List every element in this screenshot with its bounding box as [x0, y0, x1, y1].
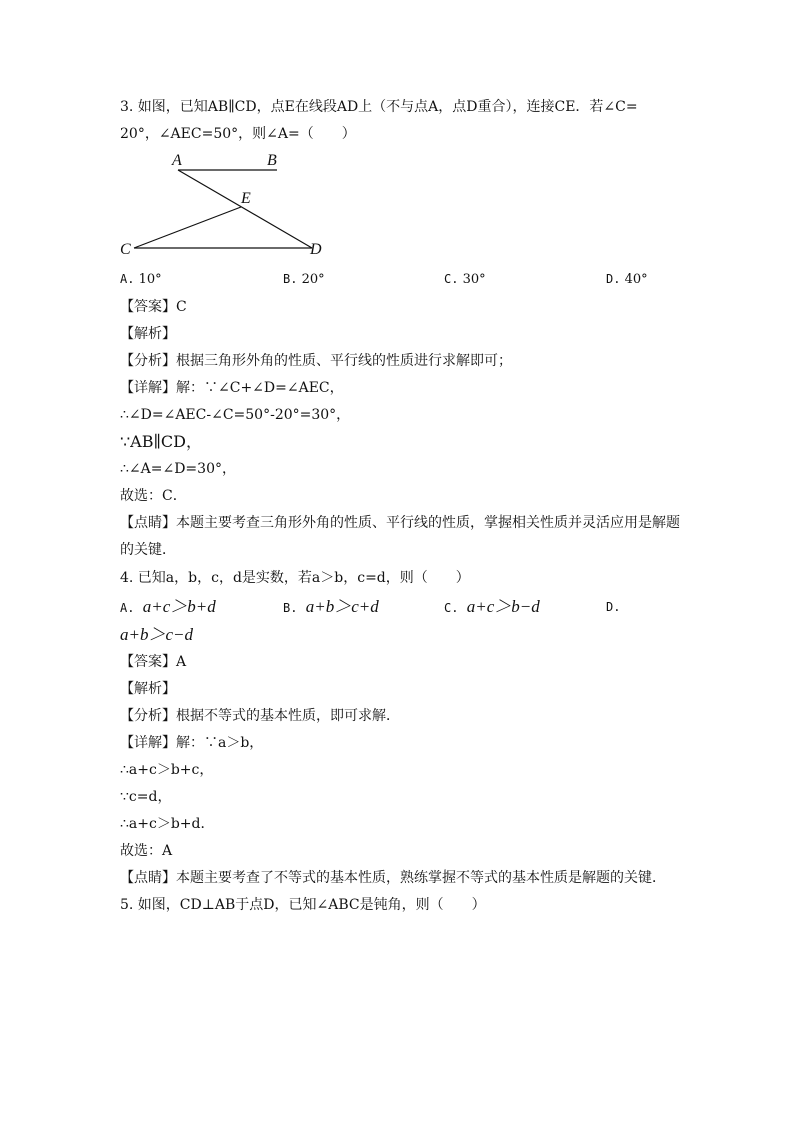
q4-detail-2: ∴a+c＞b+c， — [120, 762, 214, 778]
label-d: D — [310, 241, 322, 258]
q4-stem: 4. 已知a，b，c，d是实数，若a＞b，c=d，则（ ） — [120, 570, 470, 586]
q3-comment-2: 的关键． — [120, 542, 176, 558]
q4-option-d-text: a+b＞c−d — [120, 625, 193, 644]
segment-ce — [134, 207, 241, 248]
q4-detail-4: ∴a+c＞b+d． — [120, 816, 215, 832]
q3-analysis-head: 【解析】 — [120, 326, 176, 342]
q3-detail-3: ∵AB∥CD， — [120, 432, 202, 451]
q3-stem-line2: 20°，∠AEC=50°，则∠A=（ ） — [120, 126, 356, 142]
q3-detail-1: 【详解】解：∵∠C+∠D=∠AEC， — [120, 380, 344, 396]
q3-option-c: C. 30° — [444, 272, 486, 287]
q4-option-a: A. a+c＞b+d — [120, 597, 216, 616]
q4-option-b: B. a+b＞c+d — [283, 597, 379, 616]
label-e: E — [241, 190, 251, 207]
q4-option-c: C. a+c＞b−d — [444, 597, 540, 616]
q3-option-a: A. 10° — [120, 272, 162, 287]
q3-figure — [110, 148, 350, 263]
q3-detail-5: 故选：C． — [120, 488, 187, 504]
q5-stem: 5. 如图，CD⊥AB于点D，已知∠ABC是钝角，则（ ） — [120, 897, 486, 913]
q3-stem-line1: 3. 如图，已知AB∥CD，点E在线段AD上（不与点A，点D重合），连接CE．若∠C= — [120, 99, 638, 115]
q4-detail-5: 故选：A — [120, 843, 173, 859]
q4-detail-3: ∵c=d， — [120, 789, 172, 805]
label-b: B — [267, 152, 277, 169]
q3-analysis: 【分析】根据三角形外角的性质、平行线的性质进行求解即可； — [120, 353, 512, 369]
q3-option-d: D. 40° — [606, 272, 648, 287]
q4-comment: 【点睛】本题主要考查了不等式的基本性质，熟练掌握不等式的基本性质是解题的关键． — [120, 870, 666, 886]
q3-answer: 【答案】C — [120, 299, 187, 315]
q3-comment-1: 【点睛】本题主要考查三角形外角的性质、平行线的性质，掌握相关性质并灵活应用是解题 — [120, 515, 680, 531]
q3-option-b: B. 20° — [283, 272, 325, 287]
q3-detail-4: ∴∠A=∠D=30°， — [120, 461, 236, 477]
q4-analysis-head: 【解析】 — [120, 681, 176, 697]
q3-detail-2: ∴∠D=∠AEC-∠C=50°-20°=30°， — [120, 407, 351, 423]
label-a: A — [172, 152, 182, 169]
label-c: C — [120, 241, 131, 258]
q4-detail-1: 【详解】解：∵a＞b， — [120, 735, 264, 751]
q4-analysis: 【分析】根据不等式的基本性质，即可求解． — [120, 708, 400, 724]
q4-answer: 【答案】A — [120, 654, 187, 670]
q4-option-d: D. — [606, 600, 621, 614]
segment-ad — [178, 170, 312, 248]
